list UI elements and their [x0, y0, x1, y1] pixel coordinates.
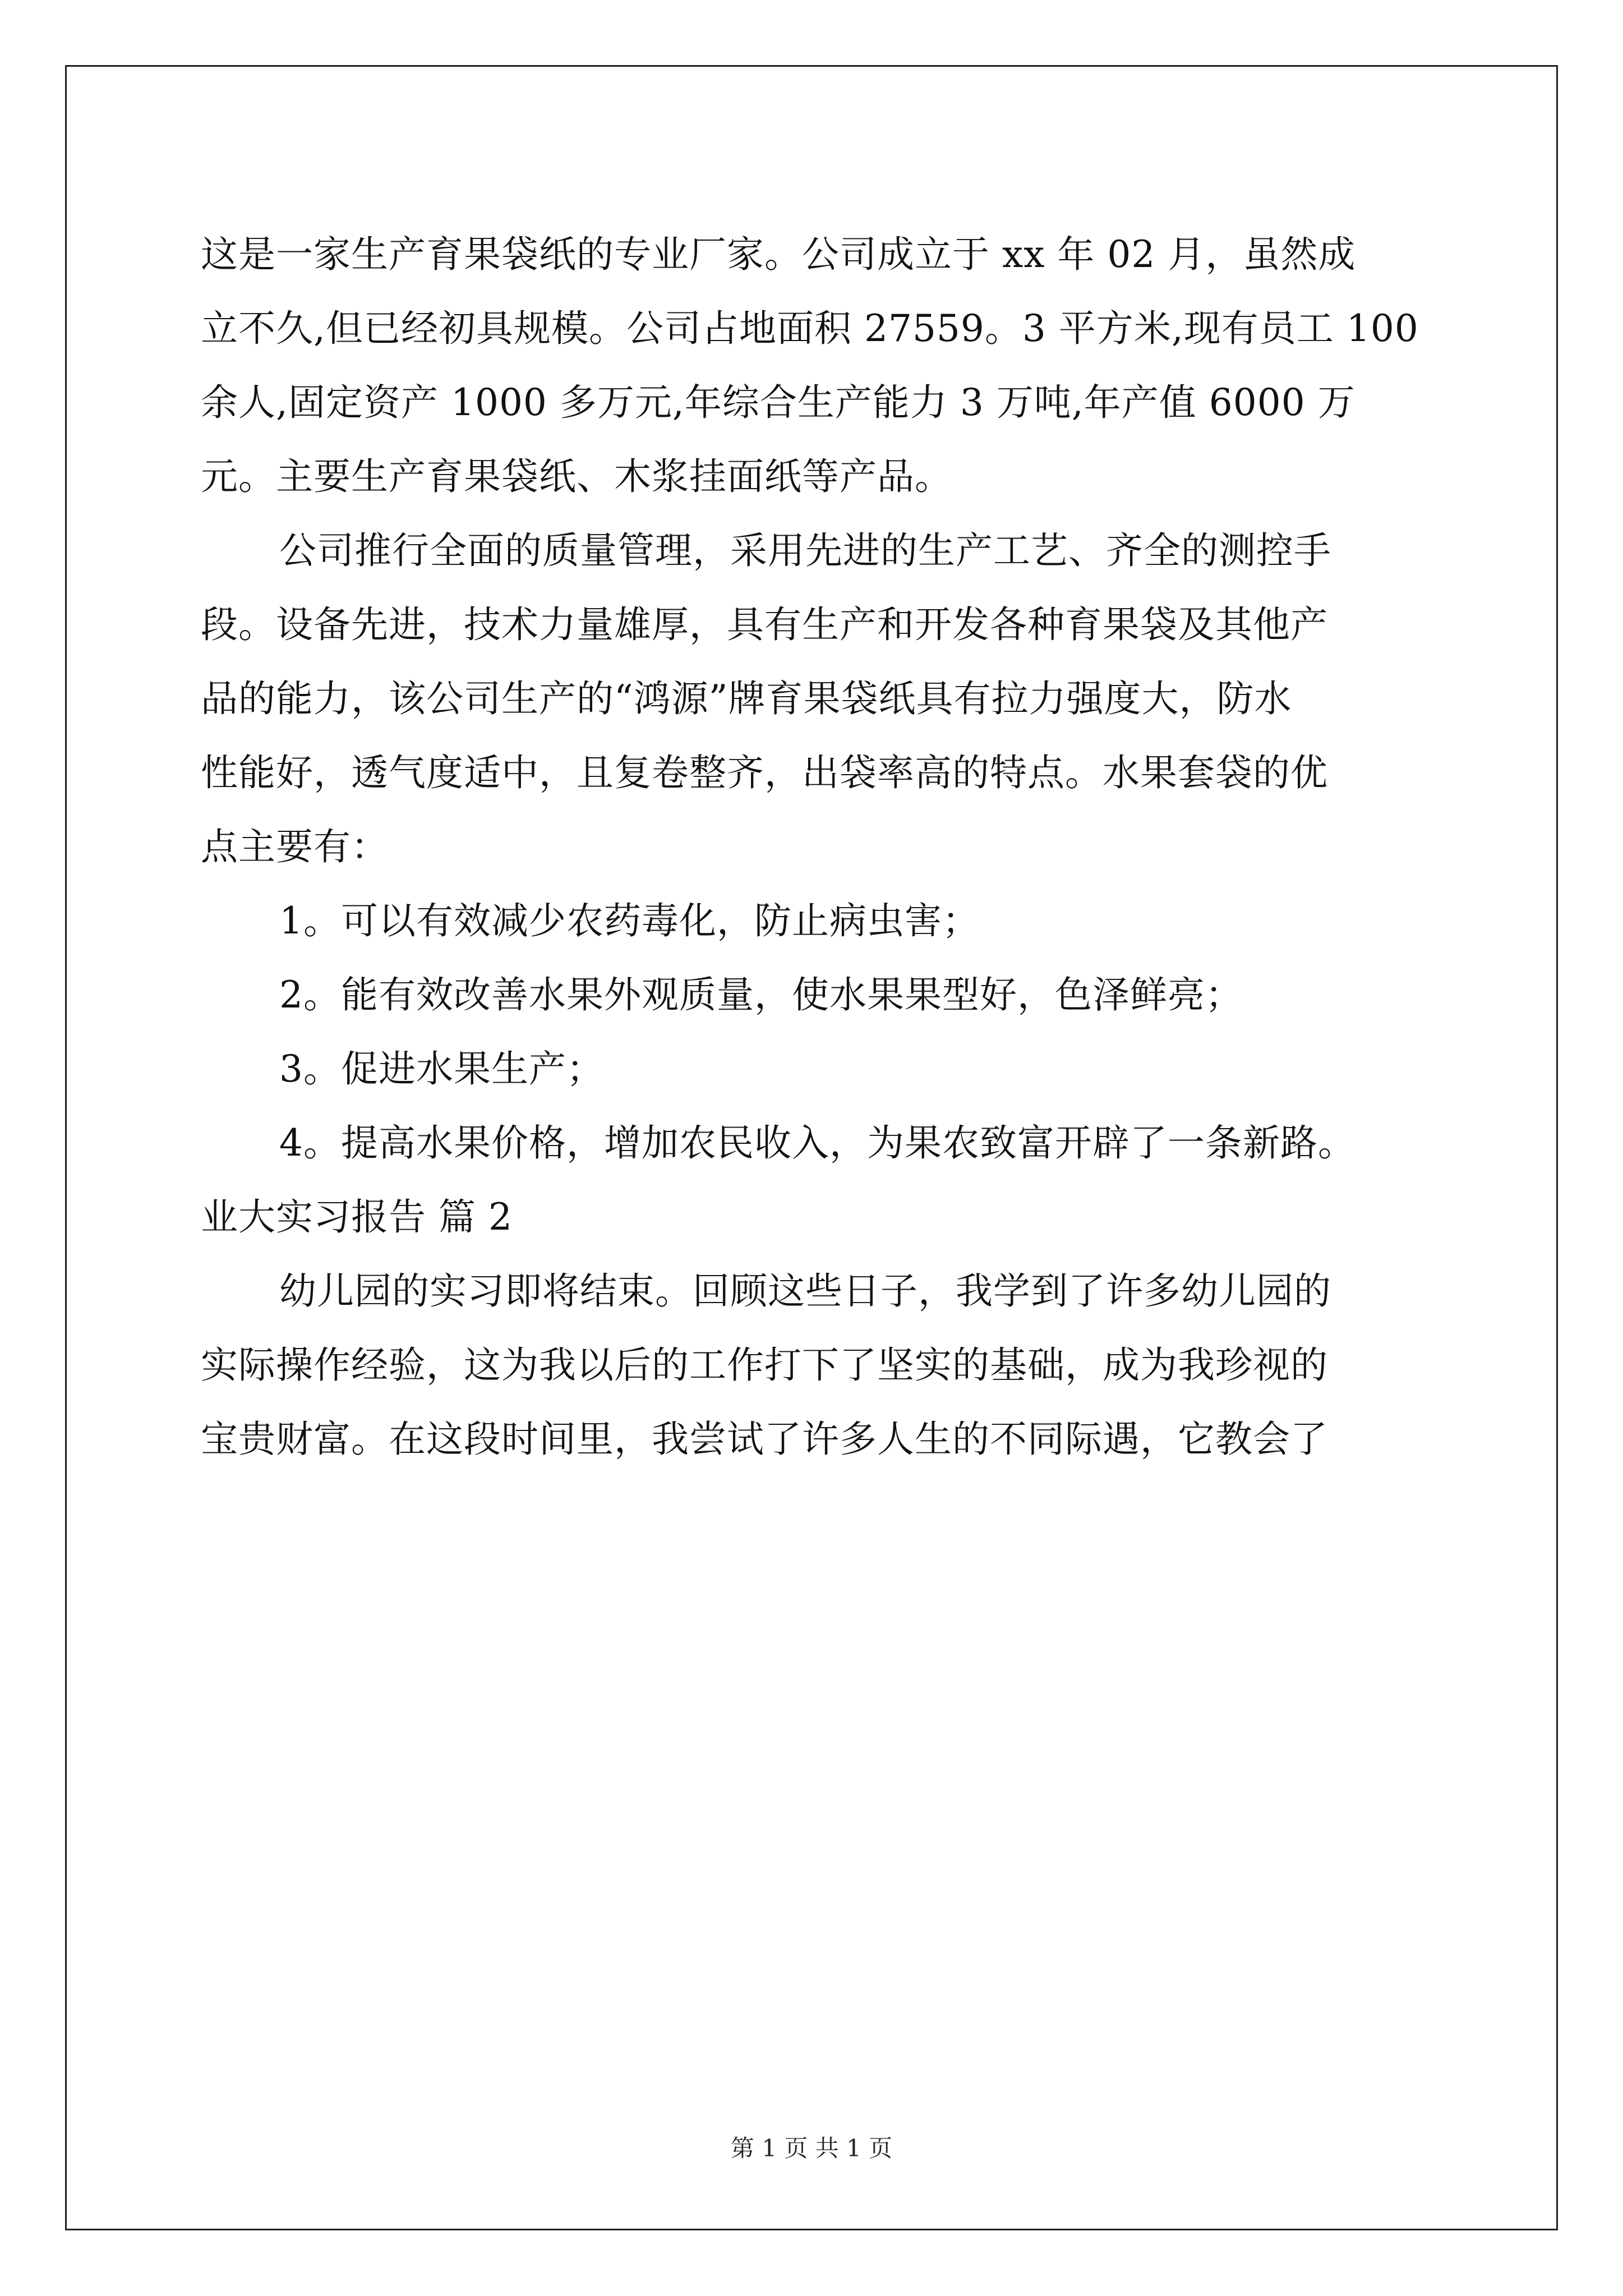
text-line: 实际操作经验，这为我以后的工作打下了坚实的基础，成为我珍视的	[201, 1343, 1328, 1387]
text-line: 宝贵财富。在这段时间里，我尝试了许多人生的不同际遇，它教会了	[201, 1418, 1328, 1461]
text-line: 这是一家生产育果袋纸的专业厂家。公司成立于 xx 年 02 月，虽然成	[201, 233, 1356, 276]
list-item: 4。提高水果价格，增加农民收入，为果农致富开辟了一条新路。	[279, 1121, 1355, 1165]
list-item: 3。促进水果生产；	[279, 1047, 604, 1091]
text-line: 品的能力，该公司生产的“鸿源”牌育果袋纸具有拉力强度大，防水	[201, 677, 1292, 720]
text-line: 性能好，透气度适中，且复卷整齐，出袋率高的特点。水果套袋的优	[201, 751, 1328, 794]
text-line: 公司推行全面的质量管理，采用先进的生产工艺、齐全的测控手	[279, 529, 1331, 572]
list-item: 2。能有效改善水果外观质量，使水果果型好，色泽鲜亮；	[279, 973, 1243, 1016]
text-line: 余人,固定资产 1000 多万元,年综合生产能力 3 万吨,年产值 6000 万	[201, 381, 1355, 424]
text-line: 元。主要生产育果袋纸、木浆挂面纸等产品。	[201, 455, 952, 498]
page-footer: 第 1 页 共 1 页	[730, 2134, 893, 2162]
section-heading: 业大实习报告 篇 2	[201, 1195, 513, 1239]
text-line: 点主要有：	[201, 825, 389, 868]
document-body	[201, 218, 1423, 1476]
list-item: 1。可以有效减少农药毒化，防止病虫害；	[279, 899, 980, 942]
text-line: 幼儿园的实习即将结束。回顾这些日子，我学到了许多幼儿园的	[279, 1269, 1331, 1313]
text-line: 段。设备先进，技术力量雄厚，具有生产和开发各种育果袋及其他产	[201, 603, 1328, 646]
text-line: 立不久,但已经初具规模。公司占地面积 27559。3 平方米,现有员工 100	[201, 307, 1419, 350]
